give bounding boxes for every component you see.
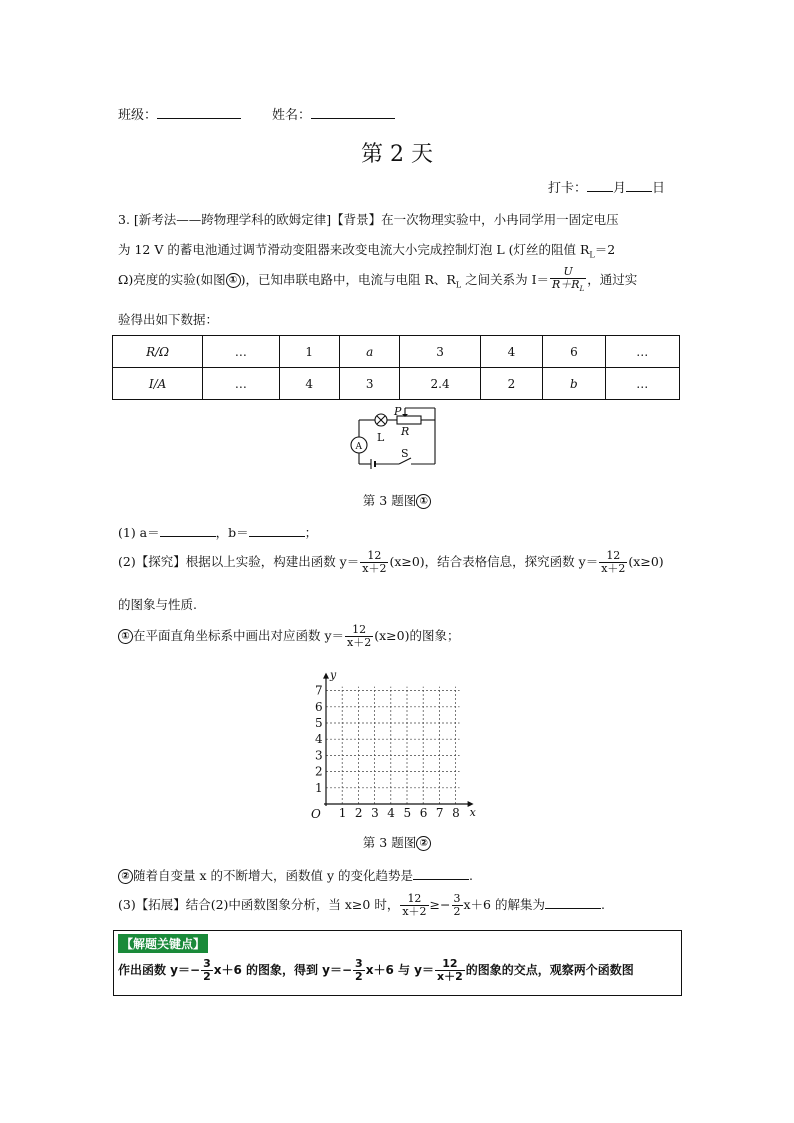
x-tick-label: 4 bbox=[387, 806, 395, 820]
q1-text-a: (1) a＝ bbox=[118, 525, 160, 540]
frac-den: 2 bbox=[203, 970, 211, 983]
table-cell: 2.4 bbox=[400, 368, 480, 400]
q2b-text: 随着自变量 x 的不断增大，函数值 y 的变化趋势是 bbox=[133, 868, 414, 883]
coordinate-grid bbox=[300, 672, 500, 822]
label-P: P bbox=[394, 405, 402, 418]
x-tick-label: 7 bbox=[435, 806, 444, 820]
q2-sub1-a: 在平面直角坐标系中画出对应函数 y＝ bbox=[133, 628, 345, 643]
figure-2-caption bbox=[0, 833, 794, 851]
q1-end: ； bbox=[304, 525, 318, 540]
caption-text: 第 3 题图 bbox=[362, 835, 417, 850]
q2-text-c: (x≥0) bbox=[628, 554, 664, 569]
fraction bbox=[599, 550, 627, 575]
x-tick-label: 2 bbox=[354, 806, 363, 820]
class-field bbox=[118, 104, 241, 123]
line3d: ，通过实 bbox=[587, 272, 638, 288]
q2-line-2: 的图象与性质. bbox=[118, 597, 197, 612]
table-cell: … bbox=[605, 368, 679, 400]
trend-answer-blank[interactable] bbox=[413, 865, 469, 880]
table-row bbox=[113, 368, 680, 400]
hint-header: 【解题关键点】 bbox=[118, 934, 208, 953]
sub-L: L bbox=[455, 280, 462, 290]
table-cell: … bbox=[605, 336, 679, 368]
answer-a-blank[interactable] bbox=[160, 522, 216, 537]
month-blank[interactable] bbox=[587, 177, 613, 192]
q2-text-a: (2)【探究】根据以上实验，构建出函数 y＝ bbox=[118, 554, 360, 569]
checkin bbox=[548, 177, 665, 196]
frac-den bbox=[550, 279, 586, 295]
question-3 bbox=[118, 893, 605, 918]
y-tick-label: 6 bbox=[315, 699, 323, 714]
x-tick-label: 1 bbox=[338, 806, 347, 820]
frac-num: 3 bbox=[453, 892, 461, 905]
label-S: S bbox=[401, 447, 409, 460]
circuit-diagram bbox=[345, 402, 445, 472]
answer-b-blank[interactable] bbox=[249, 522, 305, 537]
frac-den: x＋2 bbox=[362, 562, 387, 575]
table-cell: 3 bbox=[339, 368, 399, 400]
frac-num: U bbox=[550, 266, 586, 279]
question-2 bbox=[118, 550, 664, 575]
fraction bbox=[400, 893, 428, 918]
name-blank[interactable] bbox=[311, 104, 395, 119]
q3-text-a: (3)【拓展】结合(2)中函数图象分析，当 x≥0 时， bbox=[118, 897, 400, 912]
table-cell: 3 bbox=[400, 336, 480, 368]
frac-num: 12 bbox=[435, 958, 465, 971]
fraction bbox=[360, 550, 388, 575]
class-blank[interactable] bbox=[157, 104, 241, 119]
sub-L: L bbox=[589, 250, 595, 260]
table-cell: a bbox=[339, 336, 399, 368]
frac-den: 2 bbox=[355, 970, 363, 983]
q2-sub-2 bbox=[118, 865, 473, 884]
table-cell: 4 bbox=[480, 336, 542, 368]
y-tick-label: 7 bbox=[315, 683, 323, 698]
frac-den: x＋2 bbox=[347, 636, 372, 649]
problem-line-4: 验得出如下数据： bbox=[118, 312, 219, 327]
table-cell: … bbox=[203, 368, 279, 400]
x-axis-label: x bbox=[469, 806, 476, 819]
problem-line-3 bbox=[118, 266, 637, 295]
month-label: 月 bbox=[613, 181, 627, 196]
table-cell: 6 bbox=[543, 336, 605, 368]
circled-one: ① bbox=[118, 629, 133, 644]
table-cell: … bbox=[203, 336, 279, 368]
x-tick-label: 5 bbox=[403, 806, 412, 820]
ohm-fraction bbox=[550, 266, 586, 295]
frac-num: 12 bbox=[360, 550, 388, 563]
table-row bbox=[113, 336, 680, 368]
frac-num: 3 bbox=[203, 957, 211, 970]
table-cell: 1 bbox=[279, 336, 339, 368]
frac-den: x＋2 bbox=[436, 970, 463, 983]
circled-two: ② bbox=[118, 869, 133, 884]
x-tick-label: 8 bbox=[452, 806, 460, 820]
label-A: A bbox=[355, 442, 362, 452]
problem-line-2-end: ＝2 bbox=[594, 242, 616, 257]
frac-den-text: R＋R bbox=[552, 278, 580, 291]
y-tick-label: 2 bbox=[315, 764, 323, 779]
label-L: L bbox=[377, 431, 385, 444]
grid-labels bbox=[311, 672, 477, 821]
circled-one: ① bbox=[416, 494, 431, 509]
frac-num: 12 bbox=[400, 893, 428, 906]
frac-den: x＋2 bbox=[402, 905, 427, 918]
table-cell: I/A bbox=[113, 368, 203, 400]
label-R: R bbox=[401, 425, 410, 438]
frac-den-sub: L bbox=[579, 285, 585, 294]
fraction bbox=[345, 624, 373, 649]
q2-sub-1 bbox=[118, 624, 459, 649]
y-tick-label: 1 bbox=[315, 780, 323, 795]
frac-num: 12 bbox=[599, 550, 627, 563]
solution-set-blank[interactable] bbox=[545, 894, 601, 909]
table-cell: 4 bbox=[279, 368, 339, 400]
x-tick-label: 3 bbox=[371, 806, 379, 820]
hint-t3: x＋6 与 y＝ bbox=[365, 963, 434, 977]
class-label: 班级： bbox=[118, 108, 158, 123]
problem-line-2-text: 为 12 V 的蓄电池通过调节滑动变阻器来改变电流大小完成控制灯泡 L (灯丝的阻值 R bbox=[118, 242, 590, 257]
fraction bbox=[452, 893, 463, 918]
day-label: 日 bbox=[652, 181, 666, 196]
problem-line-2 bbox=[118, 240, 615, 260]
hint-t1: 作出函数 y＝− bbox=[118, 963, 201, 977]
fraction bbox=[435, 958, 465, 983]
grid-lines bbox=[323, 673, 474, 807]
line3a: Ω)亮度的实验(如图 bbox=[118, 272, 226, 288]
page-title: 第 2 天 bbox=[361, 142, 433, 167]
figure-1-caption bbox=[0, 491, 794, 509]
q2b-end: . bbox=[469, 868, 473, 883]
y-axis-arrow bbox=[323, 673, 329, 679]
name-field bbox=[272, 104, 395, 123]
y-tick-label: 5 bbox=[315, 716, 323, 730]
fraction bbox=[201, 958, 213, 983]
data-table bbox=[112, 335, 680, 400]
frac-den: x＋2 bbox=[601, 562, 626, 575]
y-tick-label: 3 bbox=[315, 748, 323, 763]
problem-line-1: 3. [新考法——跨物理学科的欧姆定律]【背景】在一次物理实验中，小冉同学用一固定电压 bbox=[118, 212, 619, 227]
hint-text bbox=[118, 958, 634, 983]
x-tick-label: 6 bbox=[419, 806, 428, 820]
frac-den: 2 bbox=[453, 905, 461, 918]
hint-t2: x＋6 的图象，得到 y＝− bbox=[213, 963, 353, 977]
name-label: 姓名： bbox=[272, 108, 312, 123]
frac-num: 3 bbox=[355, 957, 363, 970]
q2-text-b: (x≥0)，结合表格信息，探究函数 y＝ bbox=[389, 554, 599, 569]
frac-num: 12 bbox=[345, 624, 373, 637]
y-tick-label: 4 bbox=[315, 732, 323, 747]
fraction bbox=[353, 958, 365, 983]
caption-text: 第 3 题图 bbox=[362, 493, 417, 508]
line3b: )，已知串联电路中，电流与电阻 R、R bbox=[240, 272, 456, 288]
table-cell: 2 bbox=[480, 368, 542, 400]
question-1 bbox=[118, 522, 317, 541]
table-cell: b bbox=[543, 368, 605, 400]
origin-label: O bbox=[311, 807, 321, 821]
circled-one: ① bbox=[226, 273, 241, 288]
table-cell: R/Ω bbox=[113, 336, 203, 368]
q1-text-b: ，b＝ bbox=[215, 525, 249, 540]
q3-text-b: x＋6 的解集为 bbox=[463, 897, 545, 912]
y-axis-label: y bbox=[330, 672, 337, 682]
q3-mid: ≥− bbox=[429, 897, 451, 912]
q2-sub1-b: (x≥0)的图象； bbox=[374, 628, 460, 643]
line3c: 之间关系为 I＝ bbox=[461, 272, 550, 288]
q3-end: . bbox=[600, 897, 605, 912]
circled-two: ② bbox=[416, 836, 431, 851]
checkin-label: 打卡： bbox=[548, 181, 588, 196]
hint-t4: 的图象的交点，观察两个函数图 bbox=[465, 963, 634, 977]
day-blank[interactable] bbox=[626, 177, 652, 192]
